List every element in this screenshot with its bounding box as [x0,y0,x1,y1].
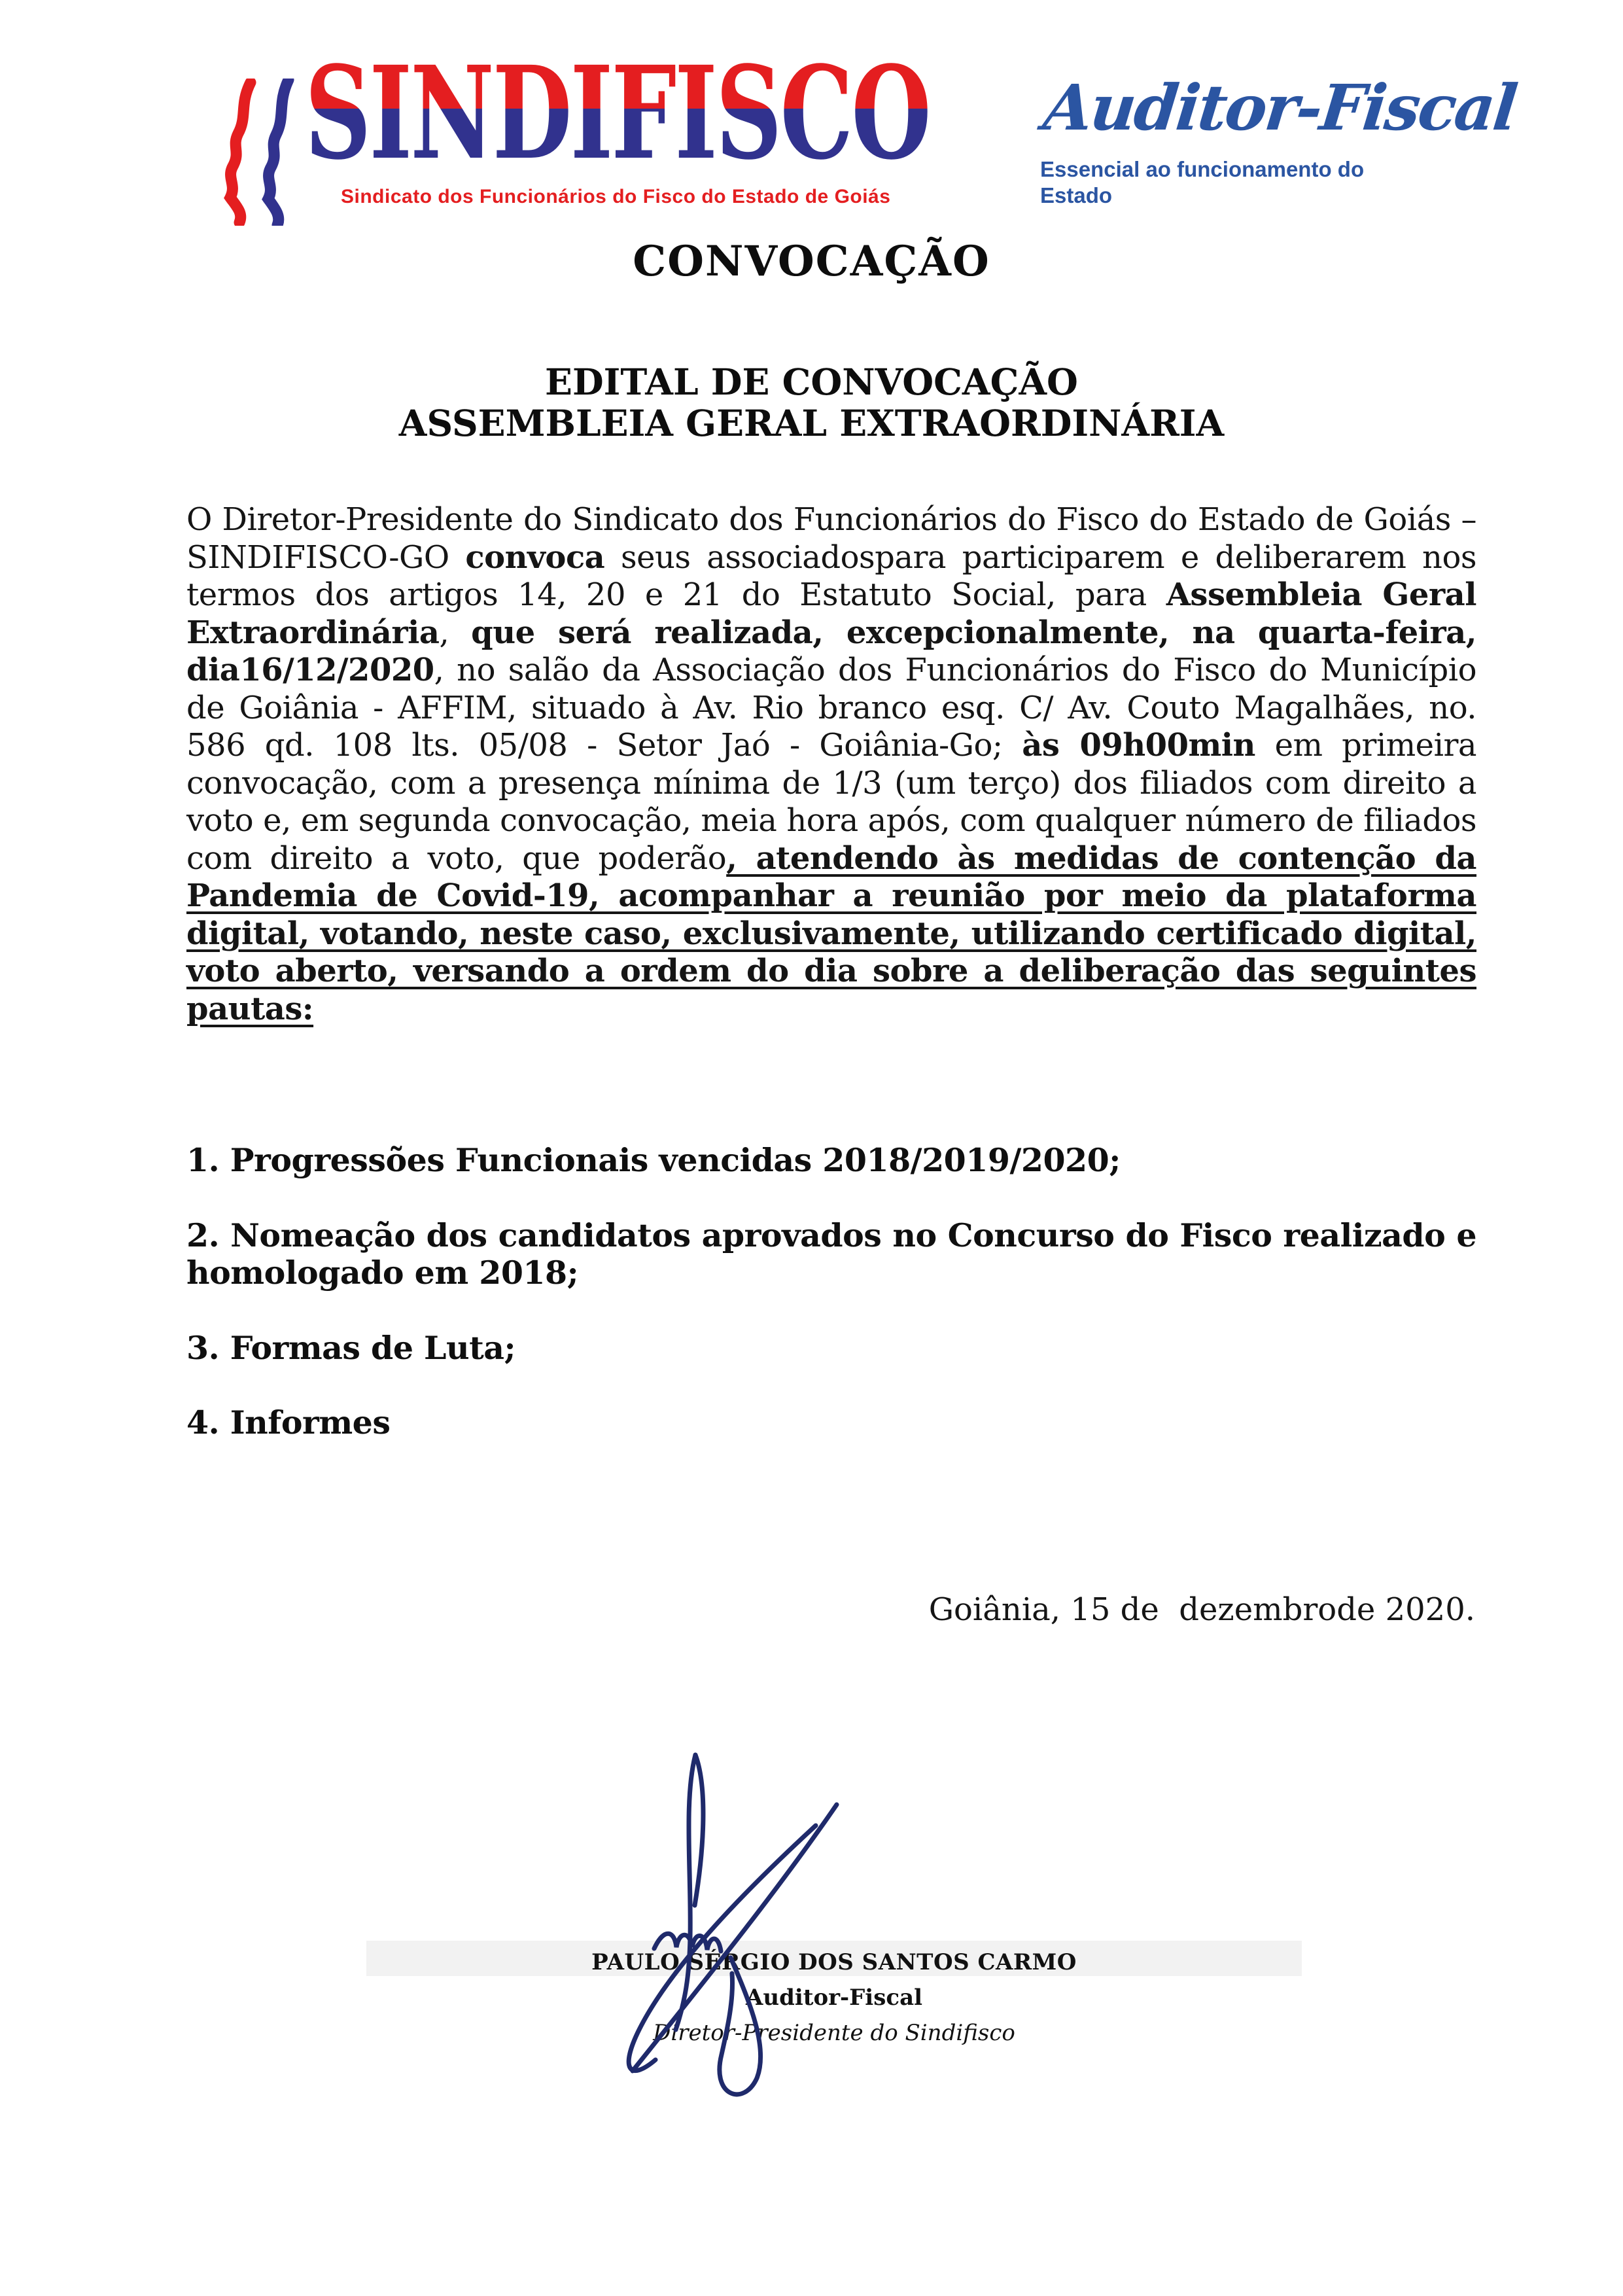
auditor-fiscal-logo [1040,71,1520,209]
paragraph-segment: seus associadospara participarem e deliberarem nos termos dos artigos 14, 20 e 21 do Estatuto Social, para [186,539,1476,613]
auditor-fiscal-subtitle [1040,156,1511,209]
document-subtitle [0,361,1623,444]
agenda-item: 3. Formas de Luta; [186,1328,516,1367]
agenda-item: 2. Nomeação dos candidatos aprovados no Concurso do Fisco realizado e homologado em 2018; [186,1216,1476,1292]
auditor-fiscal-script-title: Auditor-Fiscal [1040,71,1520,145]
auditor-fiscal-subtitle-line1: Essencial ao funcionamento do [1040,157,1365,181]
signature-block [379,1945,1289,2051]
paragraph-segment: em primeira convocação, com a presença mínima de 1/3 (um terço) dos filiados com direito a voto e, em segunda convocação, meia hora após, com qualquer número de filiados com direito a voto, que poderão [186,727,1477,877]
paragraph-segment: O Diretor-Presidente do Sindicato dos Funcionários do Fisco do Estado de Goiás – SINDIFISCO-GO [186,501,1476,576]
body-paragraph [186,501,1476,1028]
signatory-role: Auditor-Fiscal [745,1985,923,2011]
auditor-fiscal-subtitle-line2: Estado [1040,183,1113,207]
document-subtitle-line1: EDITAL DE CONVOCAÇÃO [545,361,1078,403]
sindifisco-tagline: Sindicato dos Funcionários do Fisco do Estado de Goiás [341,186,891,207]
paragraph-segment: que será realizada, excepcionalmente, na quarta-feira, dia16/12/2020 [186,614,1476,688]
paragraph-segment: Assembleia Geral Extraordinária [186,576,1477,651]
sindifisco-logo [221,38,954,217]
document-title: CONVOCAÇÃO [633,237,990,286]
signatory-title: Diretor-Presidente do Sindifisco [653,2020,1015,2046]
paragraph-segment: às 09h00min [1022,727,1255,764]
document-subtitle-line2: ASSEMBLEIA GERAL EXTRAORDINÁRIA [398,402,1225,444]
signatory-name: PAULO SÉRGIO DOS SANTOS CARMO [591,1949,1077,1975]
date-line: Goiânia, 15 de dezembrode 2020. [928,1591,1475,1628]
paragraph-segment: , no salão da Associação dos Funcionários do Fisco do Município de Goiânia - AFFIM, situado à Av. Rio branco esq. C/ Av. Couto Magalhães, no. 586 qd. 108 lts. 05/08 - Setor Jaó - Goiânia-Go; [186,652,1476,764]
paragraph-segment: , [439,614,472,651]
agenda-item: 4. Informes [186,1404,391,1441]
sindifisco-wordmark: SINDIFISCO [305,37,930,190]
agenda-list [186,1142,1476,1479]
paragraph-segment: , atendendo às medidas de contenção da Pandemia de Covid-19, acompanhar a reunião por meio da plataforma digital, votando, neste caso, exclusivamente, utilizando certificado digital, voto aberto, versando a ordem do dia sobre a deliberação das seguintes pautas: [186,839,1476,1027]
paragraph-segment: convoca [465,539,605,576]
agenda-item: 1. Progressões Funcionais vencidas 2018/2019/2020; [186,1141,1121,1179]
